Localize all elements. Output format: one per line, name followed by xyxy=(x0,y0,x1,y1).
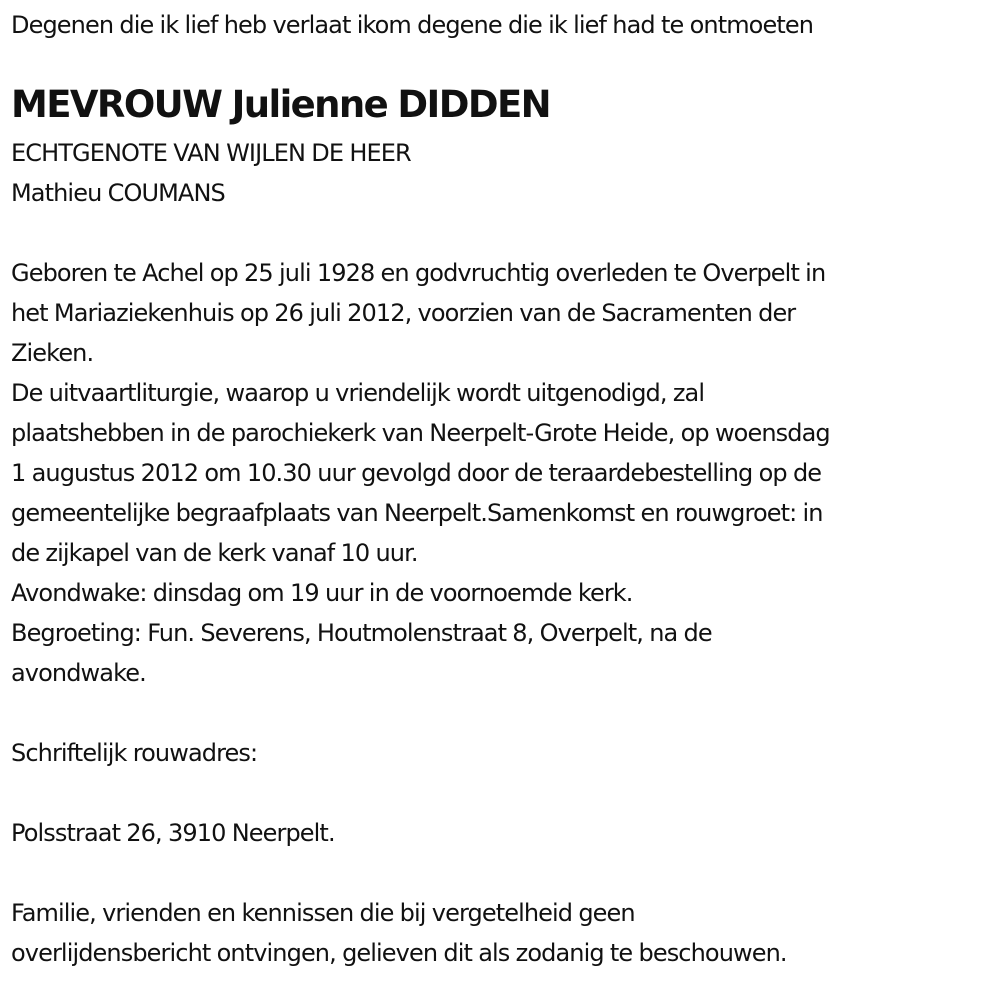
body-line: Avondwake: dinsdag om 19 uur in de voornoemde kerk. xyxy=(11,579,633,607)
closing-line: overlijdensbericht ontvingen, gelieven dit als zodanig te beschouwen. xyxy=(11,939,787,967)
body-line: Begroeting: Fun. Severens, Houtmolenstraat 8, Overpelt, na de xyxy=(11,619,712,647)
body-line: Zieken. xyxy=(11,339,94,367)
body-line: het Mariaziekenhuis op 26 juli 2012, voorzien van de Sacramenten der xyxy=(11,299,796,327)
body-line: de zijkapel van de kerk vanaf 10 uur. xyxy=(11,539,418,567)
body-line: De uitvaartliturgie, waarop u vriendelijk wordt uitgenodigd, zal xyxy=(11,379,705,407)
subtitle-spouse-name: Mathieu COUMANS xyxy=(11,179,225,207)
address-text: Polsstraat 26, 3910 Neerpelt. xyxy=(11,819,335,847)
body-line: plaatshebben in de parochiekerk van Neerpelt-Grote Heide, op woensdag xyxy=(11,419,830,447)
motto-text: Degenen die ik lief heb verlaat ikom degene die ik lief had te ontmoeten xyxy=(11,11,814,39)
closing-line: Familie, vrienden en kennissen die bij vergetelheid geen xyxy=(11,899,635,927)
page-title: MEVROUW Julienne DIDDEN xyxy=(11,83,550,126)
body-line: 1 augustus 2012 om 10.30 uur gevolgd door de teraardebestelling op de xyxy=(11,459,822,487)
body-line: avondwake. xyxy=(11,659,146,687)
body-line: Geboren te Achel op 25 juli 1928 en godvruchtig overleden te Overpelt in xyxy=(11,259,826,287)
body-line: gemeentelijke begraafplaats van Neerpelt.Samenkomst en rouwgroet: in xyxy=(11,499,823,527)
subtitle-spouse-label: ECHTGENOTE VAN WIJLEN DE HEER xyxy=(11,139,411,167)
address-label: Schriftelijk rouwadres: xyxy=(11,739,258,767)
